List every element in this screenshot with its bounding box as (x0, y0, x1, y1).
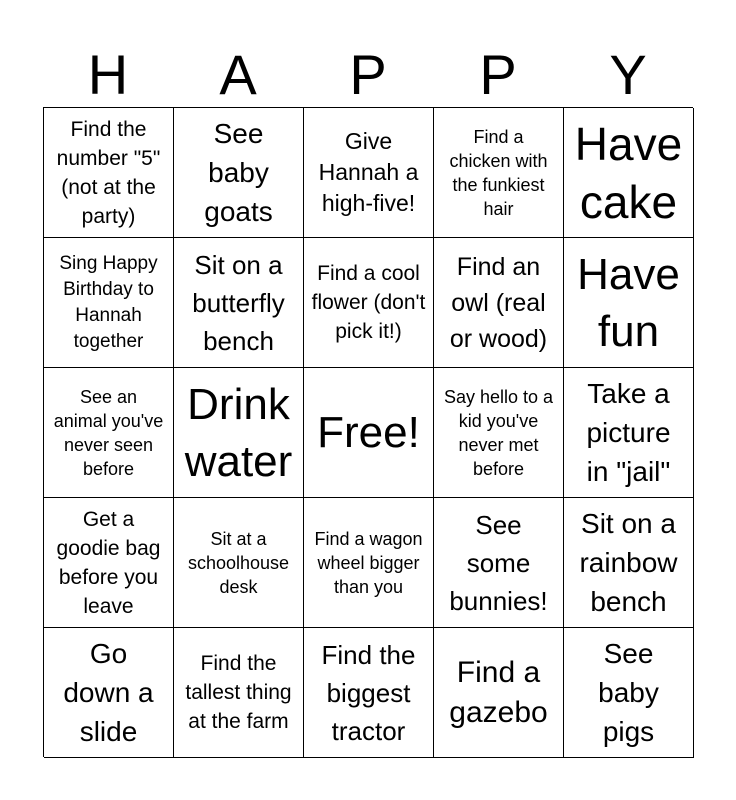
bingo-cell-r1c2[interactable] (174, 108, 304, 238)
bingo-cell-r1c5[interactable] (564, 108, 694, 238)
bingo-cell-r1c3[interactable] (304, 108, 434, 238)
cell-text: Give Hannah a high-five! (318, 128, 419, 216)
bingo-cell-r1c4[interactable] (434, 108, 564, 238)
bingo-cell-r5c5[interactable] (564, 628, 694, 758)
bingo-board (43, 107, 693, 757)
bingo-cell-r5c1[interactable] (44, 628, 174, 758)
bingo-cell-r2c2[interactable] (174, 238, 304, 368)
bingo-cell-r4c2[interactable] (174, 498, 304, 628)
cell-text: Find the tallest thing at the farm (185, 652, 292, 733)
bingo-cell-r2c3[interactable] (304, 238, 434, 368)
bingo-cell-r2c1[interactable] (44, 238, 174, 368)
header-letter-a: A (219, 43, 257, 106)
bingo-cell-r3c1[interactable] (44, 368, 174, 498)
bingo-cell-r2c5[interactable] (564, 238, 694, 368)
cell-text: Find a cool flower (don't pick it!) (311, 262, 426, 343)
bingo-cell-r2c4[interactable] (434, 238, 564, 368)
cell-text: Free! (317, 408, 420, 457)
cell-text: Have fun (577, 249, 680, 356)
bingo-cell-r1c1[interactable] (44, 108, 174, 238)
cell-text: Go down a slide (63, 638, 154, 747)
bingo-cell-r3c5[interactable] (564, 368, 694, 498)
cell-text: See baby pigs (598, 638, 659, 747)
bingo-cell-r5c2[interactable] (174, 628, 304, 758)
bingo-cell-r3c3[interactable] (304, 368, 434, 498)
bingo-header (43, 42, 693, 108)
header-letter-p-second: P (479, 43, 517, 106)
cell-text: Sing Happy Birthday to Hannah together (59, 252, 158, 352)
cell-text: Find a wagon wheel bigger than you (314, 528, 423, 597)
header-letter-p: P (349, 43, 387, 106)
cell-text: Drink water (184, 379, 293, 486)
cell-text: Find the number "5" (not at the party) (56, 117, 161, 228)
cell-text: Sit on a butterfly bench (192, 249, 285, 356)
bingo-cell-r4c4[interactable] (434, 498, 564, 628)
cell-text: Sit on a rainbow bench (579, 508, 678, 617)
cell-text: Find an owl (real or wood) (449, 252, 548, 353)
cell-text: Get a goodie bag before you leave (56, 507, 161, 618)
bingo-cell-r4c1[interactable] (44, 498, 174, 628)
header-letter-y: Y (609, 43, 647, 106)
cell-text: Sit at a schoolhouse desk (187, 528, 290, 597)
cell-text: Say hello to a kid you've never met before (443, 386, 554, 479)
cell-text: See some bunnies! (449, 509, 548, 616)
bingo-cell-r5c4[interactable] (434, 628, 564, 758)
cell-text: Find a gazebo (449, 655, 548, 729)
cell-text: See baby goats (204, 118, 273, 227)
cell-text: Take a picture in "jail" (586, 378, 671, 487)
cell-text: Have cake (574, 117, 683, 228)
cell-text: Find a chicken with the funkiest hair (449, 126, 548, 219)
bingo-cell-r4c5[interactable] (564, 498, 694, 628)
bingo-cell-r3c4[interactable] (434, 368, 564, 498)
bingo-cell-r5c3[interactable] (304, 628, 434, 758)
bingo-cell-r4c3[interactable] (304, 498, 434, 628)
bingo-cell-r3c2[interactable] (174, 368, 304, 498)
header-letter-h: H (87, 43, 129, 106)
cell-text: Find the biggest tractor (321, 639, 416, 746)
cell-text: See an animal you've never seen before (53, 386, 164, 479)
